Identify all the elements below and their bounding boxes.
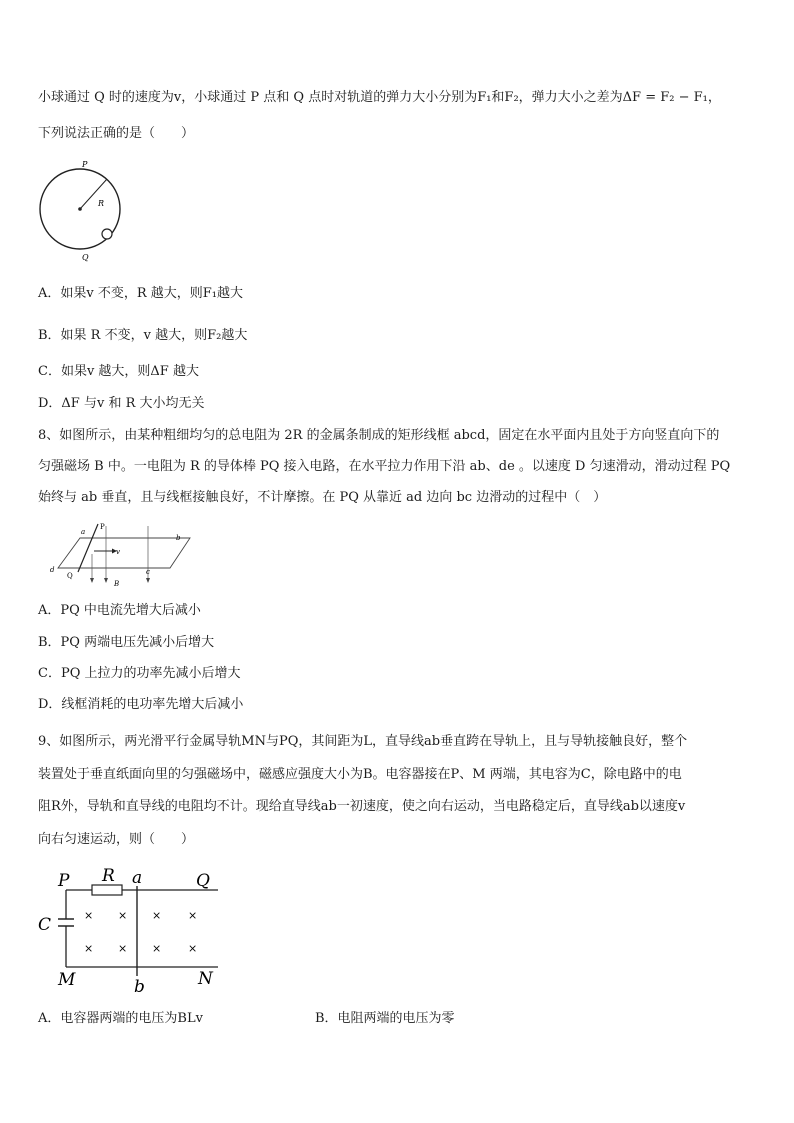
center-dot — [78, 207, 82, 211]
label-d: d — [50, 566, 55, 574]
q8-option-a: A．PQ 中电流先增大后减小 — [38, 603, 201, 618]
q8-frame-figure — [40, 520, 200, 592]
field-cross: × — [84, 909, 94, 922]
q7-option-c: C．如果v 越大，则ΔF 越大 — [38, 364, 199, 379]
q8-option-c: C．PQ 上拉力的功率先减小后增大 — [38, 666, 241, 681]
field-cross: × — [118, 942, 128, 955]
resistor — [92, 885, 122, 895]
field-cross: × — [84, 942, 94, 955]
q8-stem-line-3: 始终与 ab 垂直，且与线框接触良好，不计摩擦。在 PQ 从靠近 ad 边向 bc 边滑动的过程中（ ） — [38, 490, 607, 505]
label-p: P — [82, 160, 88, 169]
q8-stem-line-1: 8、如图所示，由某种粗细均匀的总电阻为 2R 的金属条制成的矩形线框 abcd，固定在水平面内且处于方向竖直向下的 — [38, 428, 720, 443]
field-arrow-3 — [146, 578, 150, 583]
label-a: a — [81, 528, 86, 536]
label-n: N — [198, 969, 213, 989]
q9-option-b: B．电阻两端的电压为零 — [315, 1011, 455, 1026]
q8-option-b: B．PQ 两端电压先减小后增大 — [38, 635, 215, 650]
q7-stem-line-1: 小球通过 Q 时的速度为v，小球通过 P 点和 Q 点时对轨道的弹力大小分别为F₁和F₂，弹力大小之差为ΔF = F₂ − F₁， — [38, 90, 721, 105]
q7-option-b: B．如果 R 不变，v 越大，则F₂越大 — [38, 328, 248, 343]
ball — [102, 229, 112, 239]
q9-option-a: A．电容器两端的电压为BLv — [38, 1011, 203, 1026]
q9-stem-line-1: 9、如图所示，两光滑平行金属导轨MN与PQ，其间距为L，直导线ab垂直跨在导轨上，且与导轨接触良好，整个 — [38, 734, 688, 749]
label-c: c — [146, 568, 150, 576]
q9-stem-line-4: 向右匀速运动，则（ ） — [38, 832, 195, 847]
q7-option-d: D．ΔF 与v 和 R 大小均无关 — [38, 396, 205, 411]
field-cross: × — [188, 942, 198, 955]
label-b: b — [134, 977, 145, 994]
field-cross: × — [152, 942, 162, 955]
q8-option-d: D．线框消耗的电功率先增大后减小 — [38, 697, 244, 712]
label-a: a — [132, 868, 143, 888]
label-q: Q — [196, 871, 210, 891]
label-p: P — [58, 871, 70, 891]
label-r: R — [102, 866, 115, 886]
field-cross: × — [188, 909, 198, 922]
label-q: Q — [82, 253, 89, 262]
label-p: P — [100, 523, 105, 531]
field-arrow-2 — [104, 578, 108, 583]
field-arrow-1 — [90, 578, 94, 583]
q7-circle-figure — [36, 156, 126, 266]
label-r: R — [98, 199, 105, 208]
label-c: C — [38, 915, 52, 935]
q9-stem-line-3: 阻R外，导轨和直导线的电阻均不计。现给直导线ab一初速度，使之向右运动，当电路稳定后，直导线ab以速度v — [38, 799, 686, 814]
label-b: b — [176, 534, 181, 542]
frame-parallelogram — [58, 538, 190, 568]
label-v: v — [116, 548, 120, 556]
q8-stem-line-2: 匀强磁场 B 中。一电阻为 R 的导体棒 PQ 接入电路，在水平拉力作用下沿 ab、de 。以速度 D 匀速滑动，滑动过程 PQ — [38, 459, 731, 474]
field-cross: × — [152, 909, 162, 922]
q9-stem-line-2: 装置处于垂直纸面向里的匀强磁场中，磁感应强度大小为B。电容器接在P、M 两端，其电容为C，除电路中的电 — [38, 767, 682, 782]
label-m: M — [58, 970, 76, 990]
label-b-field: B — [114, 580, 120, 588]
q7-option-a: A．如果v 不变，R 越大，则F₁越大 — [38, 286, 244, 301]
field-cross: × — [118, 909, 128, 922]
q7-stem-line-2: 下列说法正确的是（ ） — [38, 126, 195, 141]
label-q: Q — [67, 572, 73, 580]
q9-circuit-figure — [36, 864, 226, 994]
